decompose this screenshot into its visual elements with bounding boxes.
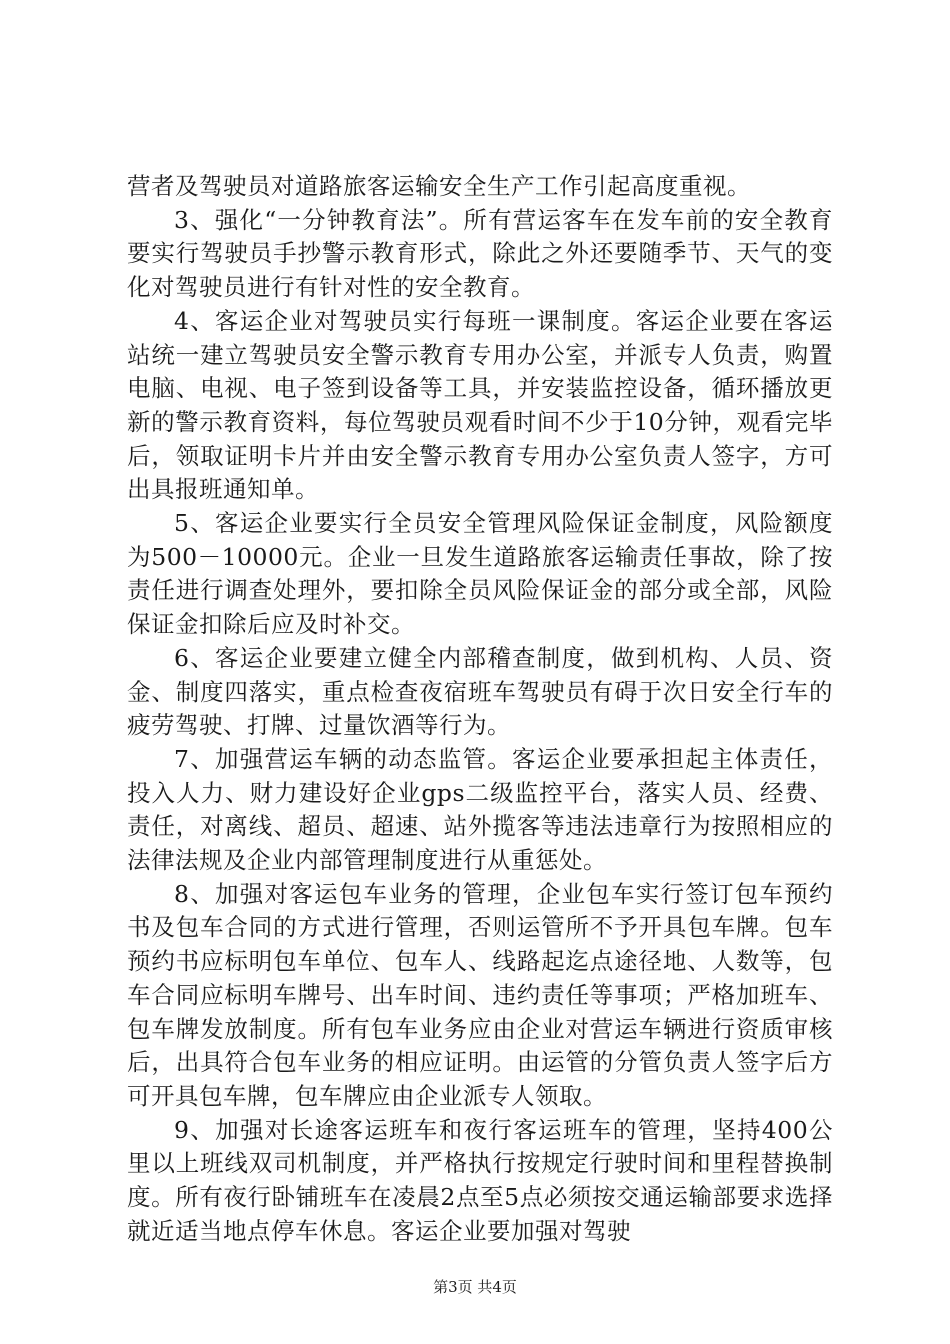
page-number-footer: 第3页 共4页 [433, 1278, 517, 1296]
paragraph-item-7: 7、加强营运车辆的动态监管。客运企业要承担起主体责任，投入人力、财力建设好企业gps二级监控平台，落实人员、经费、责任，对离线、超员、超速、站外揽客等违法违章行为按照相应的法律法规及企业内部管理制度进行从重惩处。 [127, 744, 833, 875]
paragraph-item-4: 4、客运企业对驾驶员实行每班一课制度。客运企业要在客运站统一建立驾驶员安全警示教育专用办公室，并派专人负责，购置电脑、电视、电子签到设备等工具，并安装监控设备，循环播放更新的警示教育资料，每位驾驶员观看时间不少于10分钟，观看完毕后，领取证明卡片并由安全警示教育专用办公室负责人签字，方可出具报班通知单。 [127, 306, 833, 504]
paragraph-continuation: 营者及驾驶员对道路旅客运输安全生产工作引起高度重视。 [127, 172, 751, 200]
paragraph-item-5: 5、客运企业要实行全员安全管理风险保证金制度，风险额度为500－10000元。企业一旦发生道路旅客运输责任事故，除了按责任进行调查处理外，要扣除全员风险保证金的部分或全部，风险保证金扣除后应及时补交。 [127, 509, 833, 639]
paragraph-item-9: 9、加强对长途客运班车和夜行客运班车的管理，坚持400公里以上班线双司机制度，并严格执行按规定行驶时间和里程替换制度。所有夜行卧铺班车在凌晨2点至5点必须按交通运输部要求选择就近适当地点停车休息。客运企业要加强对驾驶 [127, 1115, 833, 1245]
paragraph-item-6: 6、客运企业要建立健全内部稽查制度，做到机构、人员、资金、制度四落实，重点检查夜宿班车驾驶员有碍于次日安全行车的疲劳驾驶、打牌、过量饮酒等行为。 [127, 643, 833, 740]
paragraph-item-3: 3、强化“一分钟教育法”。所有营运客车在发车前的安全教育要实行驾驶员手抄警示教育形式，除此之外还要随季节、天气的变化对驾驶员进行有针对性的安全教育。 [127, 205, 833, 302]
document-body [127, 170, 833, 1249]
paragraph-item-8: 8、加强对客运包车业务的管理，企业包车实行签订包车预约书及包车合同的方式进行管理，否则运管所不予开具包车牌。包车预约书应标明包车单位、包车人、线路起迄点途径地、人数等，包车合同应标明车牌号、出车时间、违约责任等事项；严格加班车、包车牌发放制度。所有包车业务应由企业对营运车辆进行资质审核后，出具符合包车业务的相应证明。由运管的分管负责人签字后方可开具包车牌，包车牌应由企业派专人领取。 [127, 879, 833, 1110]
